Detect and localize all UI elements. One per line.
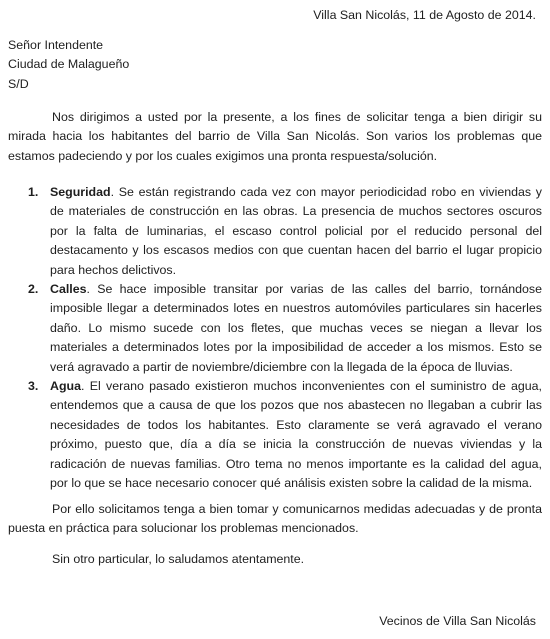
problem-list [28,183,542,494]
recipient-sd: S/D [8,76,29,91]
list-item-number: 1. [28,185,39,199]
recipient-city: Ciudad de Malagueño [8,57,130,72]
list-item-text: . Se están registrando cada vez con mayor periodicidad robo en viviendas y de materiales de construcción en las obras. La presencia de muchos sectores oscuros por la falta de luminarias, el escaso control policial por el reducido personal del destacamento y los escasos medios con que cuentan hacen del barrio el lugar propicio para hechos delictivos. [50,185,542,277]
recipient-block [8,36,129,94]
list-item-seguridad [28,183,542,280]
farewell-line: Sin otro particular, lo saludamos atentamente. [52,552,305,566]
list-item-number: 3. [28,379,39,394]
signature: Vecinos de Villa San Nicolás [379,614,536,628]
date-line: Villa San Nicolás, 11 de Agosto de 2014. [313,8,536,22]
list-item-calles [28,280,542,377]
list-item-text: . Se hace imposible transitar por varias de las calles del barrio, tornándose imposible llegar a determinados lotes en nuestros automóviles particulares sin hacerles daño. Lo mismo sucede con los fletes, que muchas veces se niegan a llevar los materiales a determinados lotes por la imposibilidad de acceder a los mismos. Esto se verá agravado a partir de noviembre/diciembre con la llegada de la época de lluvias. [50,282,542,374]
list-item-text: . El verano pasado existieron muchos inconvenientes con el suministro de agua, entendemos que a causa de que los pozos que nos abastecen no llegaban a cubrir las necesidades de todos los habitantes. Esto claramente se verá agravado el verano próximo, puesto que, día a día se inicia la construcción de nuevas viviendas y la radicación de nuevas familias. Otro tema no menos importante es la calidad del agua, por lo que se hace necesario conocer qué análisis existen sobre la calidad de la misma. [50,379,542,491]
list-item-agua [28,377,542,493]
list-item-title: Calles [50,282,87,297]
list-item-number: 2. [28,282,39,297]
closing-paragraph: Por ello solicitamos tenga a bien tomar y comunicarnos medidas adecuadas y de pronta puesta en práctica para solucionar los problemas mencionados. [8,502,542,536]
recipient-title: Señor Intendente [8,38,104,52]
intro-paragraph: Nos dirigimos a usted por la presente, a los fines de solicitar tenga a bien dirigir su mirada hacia los habitantes del barrio de Villa San Nicolás. Son varios los problemas que estamos padeciendo y por los cuales exigimos una pronta respuesta/solución. [8,110,542,163]
list-item-title: Agua [50,379,81,394]
list-item-title: Seguridad [50,185,111,199]
